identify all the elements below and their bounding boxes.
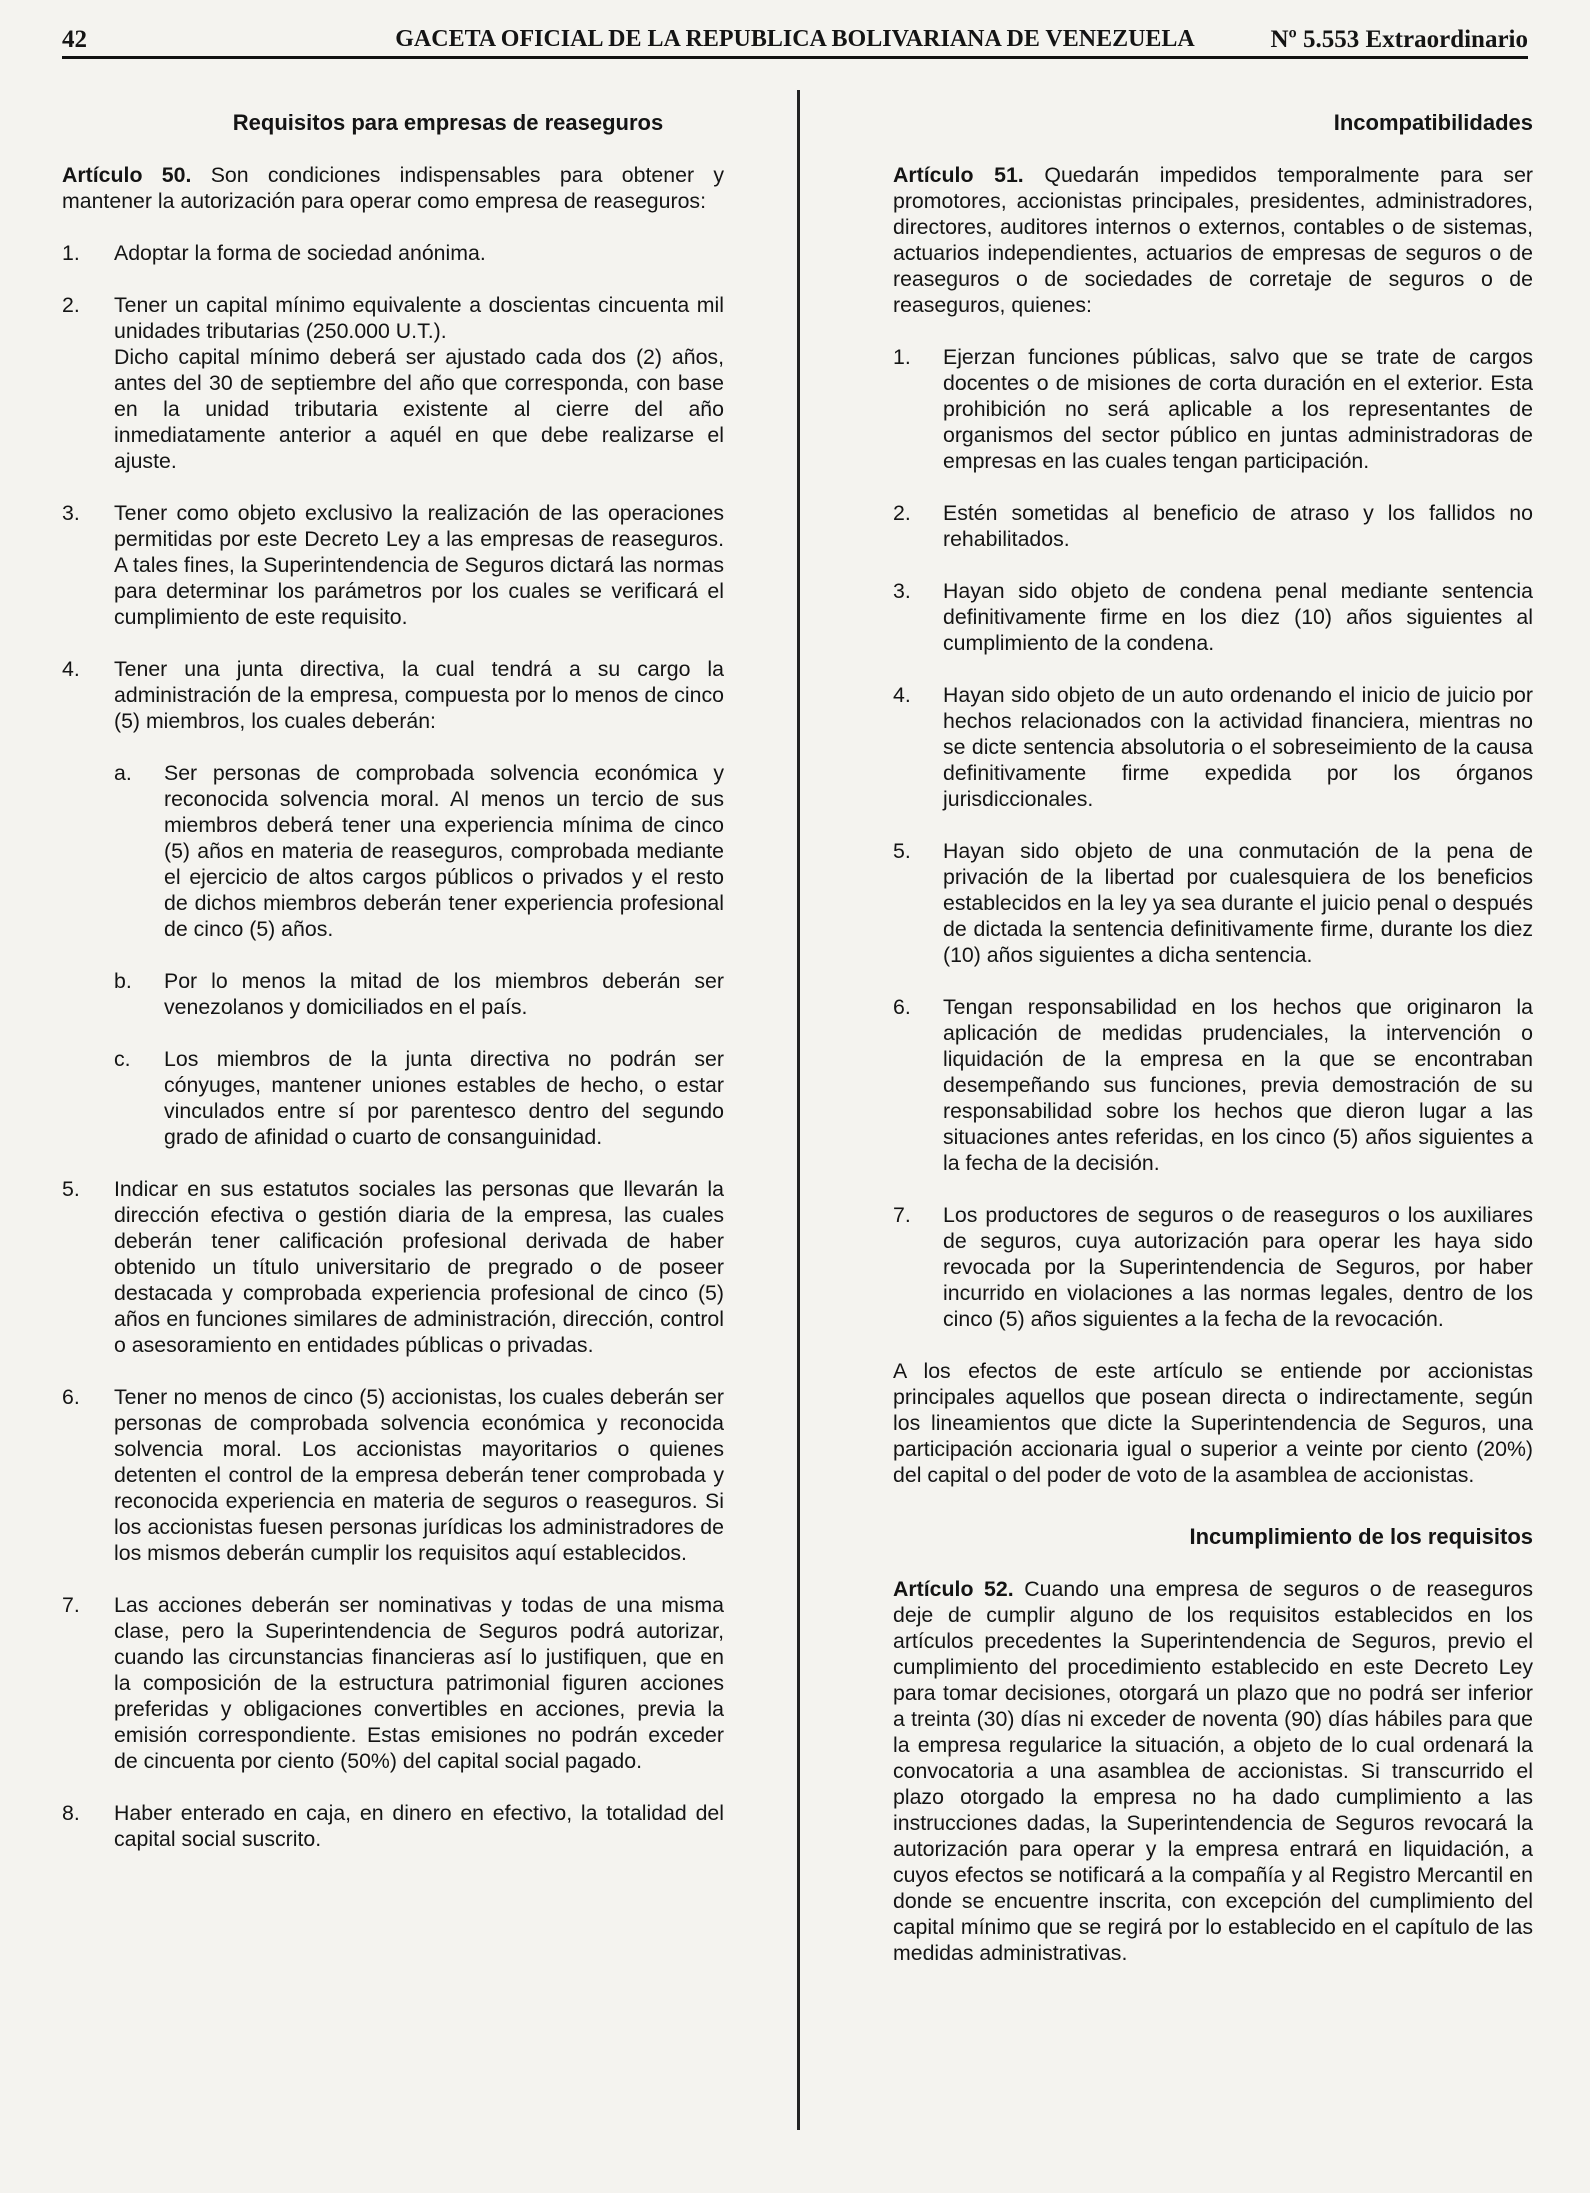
item-text: Tener como objeto exclusivo la realización de las operaciones permitidas por este Decreto Ley a las empresas de reaseguros. A tales fines, la Superintendencia de Seguros dictará las normas para determinar los parámetros por los cuales se verificará el cumplimiento de este requisito. xyxy=(114,501,724,629)
sublist-item xyxy=(114,1046,724,1150)
section-heading-noncompliance: Incumplimiento de los requisitos xyxy=(1189,1524,1533,1549)
item-number: 5. xyxy=(62,1177,80,1201)
header-rule xyxy=(62,56,1528,59)
item-text: Tener un capital mínimo equivalente a doscientas cincuenta mil unidades tributarias (250.000 U.T.). xyxy=(114,293,724,343)
column-divider xyxy=(797,90,800,2130)
subitem-text: Por lo menos la mitad de los miembros deberán ser venezolanos y domiciliados en el país. xyxy=(164,969,724,1019)
gazette-title: GACETA OFICIAL DE LA REPUBLICA BOLIVARIANA DE VENEZUELA xyxy=(395,26,1195,52)
item-text: Las acciones deberán ser nominativas y todas de una misma clase, pero la Superintendencia de Seguros podrá autorizar, cuando las circunstancias financieras así lo justifiquen, que en la composición de la estructura patrimonial figuren acciones preferidas y obligaciones convertibles en acciones, previa la emisión correspondiente. Estas emisiones no podrán exceder de cincuenta por ciento (50%) del capital social pagado. xyxy=(114,1593,724,1773)
article-52 xyxy=(893,1576,1533,1966)
item-number: 3. xyxy=(893,579,911,603)
list-item xyxy=(62,656,724,1150)
list-item xyxy=(62,1384,724,1566)
item-number: 6. xyxy=(893,995,911,1019)
list-item xyxy=(893,838,1533,968)
right-column xyxy=(893,100,1533,1992)
list-item xyxy=(62,240,724,266)
section-heading: Requisitos para empresas de reaseguros xyxy=(232,110,664,135)
subitem-text: Ser personas de comprobada solvencia económica y reconocida solvencia moral. Al menos un tercio de sus miembros deberá tener una experiencia mínima de cinco (5) años en materia de reaseguros, comprobada mediante el ejercicio de altos cargos públicos o privados y el resto de dichos miembros deberán tener experiencia profesional de cinco (5) años. xyxy=(164,761,724,941)
item-text: Hayan sido objeto de un auto ordenando el inicio de juicio por hechos relacionados con la actividad financiera, mientras no se dicte sentencia absolutoria o el sobreseimiento de la causa definitivamente firme expedida por los órganos jurisdiccionales. xyxy=(943,683,1533,811)
closing-paragraph: A los efectos de este artículo se entiende por accionistas principales aquellos que posean directa o indirectamente, según los lineamientos que dicte la Superintendencia de Seguros, una participación accionaria igual o superior a veinte por ciento (20%) del capital o del poder de voto de la asamblea de accionistas. xyxy=(893,1359,1533,1487)
article-text: Cuando una empresa de seguros o de reaseguros deje de cumplir alguno de los requisitos establecidos en los artículos precedentes la Superintendencia de Seguros, previo el cumplimiento del procedimiento establecido en este Decreto Ley para tomar decisiones, otorgará un plazo que no podrá ser inferior a treinta (30) días ni exceder de noventa (90) días hábiles para que la empresa regularice la situación, a objeto de lo cual ordenará la convocatoria a una asamblea de accionistas. Si transcurrido el plazo otorgado la empresa no ha dado cumplimiento a las instrucciones dadas, la Superintendencia de Seguros revocará la autorización para operar y la empresa entrará en liquidación, a cuyos efectos se notificará a la compañía y al Registro Mercantil en donde se encuentre inscrita, con excepción del cumplimiento del capital mínimo que se regirá por lo establecido en el capítulo de las medidas administrativas. xyxy=(893,1577,1534,1965)
list-item xyxy=(62,292,724,474)
list-item xyxy=(893,994,1533,1176)
list-item xyxy=(893,578,1533,656)
page-header xyxy=(62,22,1528,58)
section-heading-incompatibilities: Incompatibilidades xyxy=(1333,110,1533,135)
list-item xyxy=(62,500,724,630)
list-item xyxy=(893,500,1533,552)
article-50 xyxy=(62,162,724,214)
item-text: Hayan sido objeto de condena penal mediante sentencia definitivamente firme en los diez (10) años siguientes al cumplimiento de la condena. xyxy=(943,579,1533,655)
item-text: Haber enterado en caja, en dinero en efectivo, la totalidad del capital social suscrito. xyxy=(114,1801,724,1851)
item-number: 2. xyxy=(893,501,911,525)
item-text: Estén sometidas al beneficio de atraso y los fallidos no rehabilitados. xyxy=(943,501,1533,551)
subitem-letter: b. xyxy=(114,969,132,993)
item-number: 1. xyxy=(893,345,911,369)
item-text: Hayan sido objeto de una conmutación de la pena de privación de la libertad por cualesquiera de los beneficios establecidos en la ley ya sea durante el juicio penal o después de dictada la sentencia definitivamente firme, durante los diez (10) años siguientes a dicha sentencia. xyxy=(943,839,1533,967)
board-requirements-sublist xyxy=(114,760,724,1150)
article-text: Son condiciones indispensables para obtener y mantener la autorización para operar como empresa de reaseguros: xyxy=(62,163,724,213)
item-number: 4. xyxy=(62,657,80,681)
item-text: Tener una junta directiva, la cual tendrá a su cargo la administración de la empresa, compuesta por lo menos de cinco (5) miembros, los cuales deberán: xyxy=(114,657,724,733)
list-item xyxy=(893,344,1533,474)
sublist-item xyxy=(114,760,724,942)
item-text: Adoptar la forma de sociedad anónima. xyxy=(114,241,486,265)
item-number: 3. xyxy=(62,501,80,525)
article-label: Artículo 50. xyxy=(62,163,192,187)
item-text: Los productores de seguros o de reaseguros o los auxiliares de seguros, cuya autorización para operar les haya sido revocada por la Superintendencia de Seguros, por haber incurrido en violaciones a las normas legales, dentro de los cinco (5) años siguientes a la fecha de la revocación. xyxy=(943,1203,1533,1331)
item-text: Tener no menos de cinco (5) accionistas, los cuales deberán ser personas de comprobada solvencia económica y reconocida solvencia moral. Los accionistas mayoritarios o quienes detenten el control de la empresa deberán tener comprobada y reconocida experiencia en materia de seguros o reaseguros. Si los accionistas fuesen personas jurídicas los administradores de los mismos deberán cumplir los requisitos aquí establecidos. xyxy=(114,1385,724,1565)
list-item xyxy=(62,1800,724,1852)
article-label: Artículo 52. xyxy=(893,1577,1014,1601)
item-text: Ejerzan funciones públicas, salvo que se trate de cargos docentes o de misiones de corta duración en el exterior. Esta prohibición no será aplicable a los representantes de organismos del sector público en juntas administradoras de empresas en las cuales tengan participación. xyxy=(943,345,1533,473)
issue-number: Nº 5.553 Extraordinario xyxy=(1270,26,1528,53)
item-number: 7. xyxy=(62,1593,80,1617)
list-item xyxy=(893,682,1533,812)
article-51 xyxy=(893,162,1533,318)
item-number: 7. xyxy=(893,1203,911,1227)
list-item xyxy=(893,1202,1533,1332)
left-column xyxy=(62,100,724,1878)
sublist-item xyxy=(114,968,724,1020)
list-item xyxy=(62,1176,724,1358)
article-label: Artículo 51. xyxy=(893,163,1024,187)
item-text: Indicar en sus estatutos sociales las personas que llevarán la dirección efectiva o gestión diaria de la empresa, las cuales deberán tener calificación profesional derivada de haber obtenido un título universitario de pregrado o de poseer destacada y comprobada experiencia profesional de cinco (5) años en funciones similares de administración, dirección, control o asesoramiento en entidades públicas o privadas. xyxy=(114,1177,724,1357)
subitem-letter: a. xyxy=(114,761,132,785)
page-number: 42 xyxy=(62,26,87,53)
subitem-text: Los miembros de la junta directiva no podrán ser cónyuges, mantener uniones estables de hecho, o estar vinculados entre sí por parentesco dentro del segundo grado de afinidad o cuarto de consanguinidad. xyxy=(164,1047,724,1149)
item-number: 6. xyxy=(62,1385,80,1409)
item-text: Tengan responsabilidad en los hechos que originaron la aplicación de medidas prudenciales, la intervención o liquidación de la empresa en la que se encontraban desempeñando sus funciones, previa demostración de su responsabilidad sobre los hechos que dieron lugar a las situaciones antes referidas, en los cinco (5) años siguientes a la fecha de la decisión. xyxy=(943,995,1533,1175)
item-number: 2. xyxy=(62,293,80,317)
item-text: Dicho capital mínimo deberá ser ajustado cada dos (2) años, antes del 30 de septiembre del año que corresponda, con base en la unidad tributaria existente al cierre del año inmediatamente anterior a aquél en que debe realizarse el ajuste. xyxy=(114,345,724,473)
item-number: 8. xyxy=(62,1801,80,1825)
requirements-list xyxy=(62,240,724,1852)
list-item xyxy=(62,1592,724,1774)
subitem-letter: c. xyxy=(114,1047,131,1071)
item-number: 5. xyxy=(893,839,911,863)
item-number: 4. xyxy=(893,683,911,707)
incompatibilities-list xyxy=(893,344,1533,1332)
item-number: 1. xyxy=(62,241,80,265)
article-text: Quedarán impedidos temporalmente para ser promotores, accionistas principales, presidentes, administradores, directores, auditores internos o externos, contables o de sistemas, actuarios independientes, actuarios de empresas de seguros o de reaseguros o de sociedades de corretaje de seguros o de reaseguros, quienes: xyxy=(893,163,1534,317)
